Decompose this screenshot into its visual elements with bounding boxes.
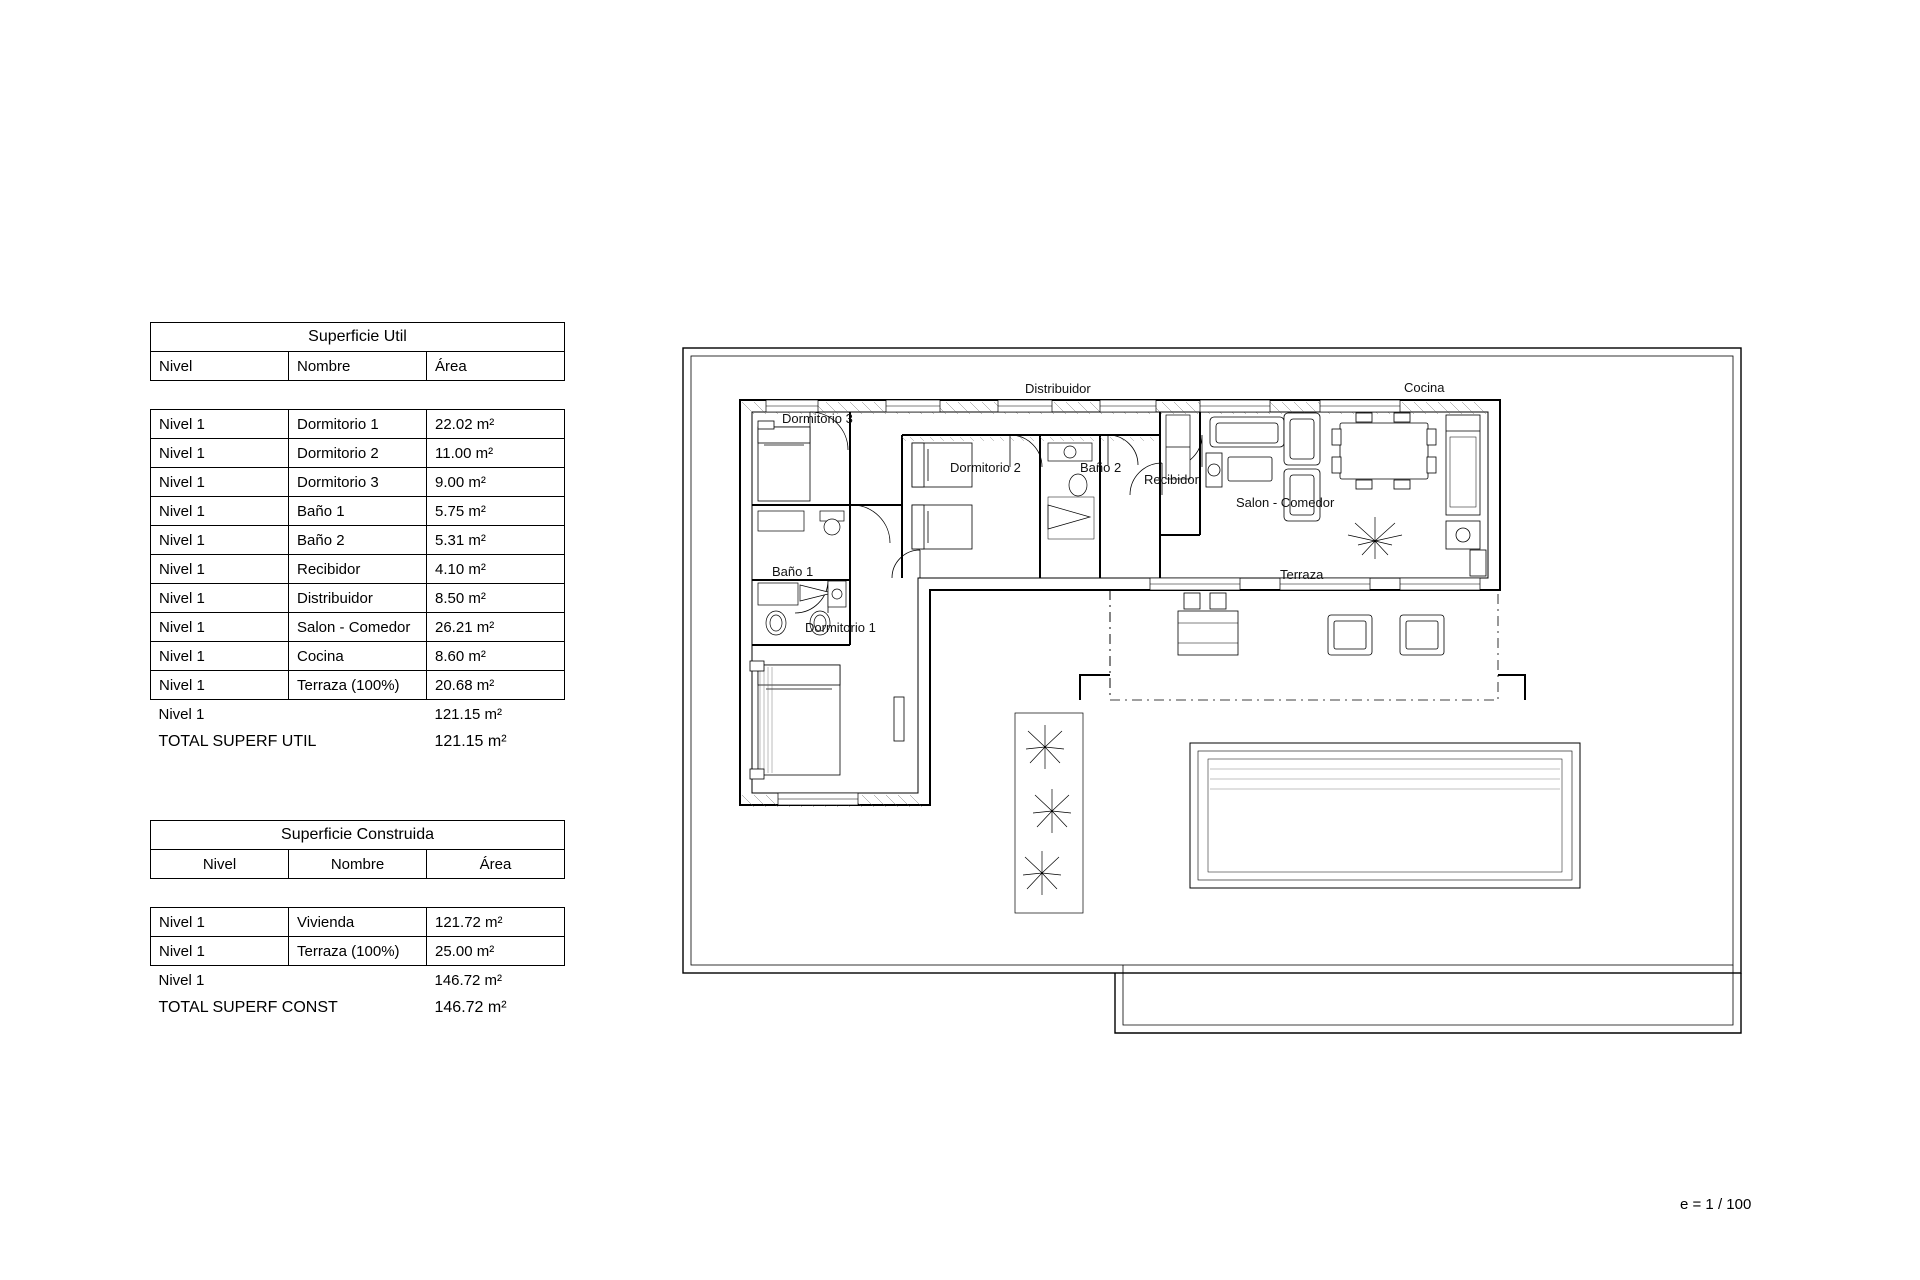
table-row <box>151 613 565 642</box>
util-table-title: Superficie Util <box>151 323 565 352</box>
table-row <box>151 584 565 613</box>
cell-nombre: Salon - Comedor <box>289 613 427 642</box>
const-total-row <box>151 994 565 1022</box>
cell-nivel: Nivel 1 <box>151 555 289 584</box>
cell-nombre: Distribuidor <box>289 584 427 613</box>
interior-walls <box>752 412 1200 645</box>
cell-nivel: Nivel 1 <box>151 642 289 671</box>
bed-dormitorio-1 <box>750 661 904 779</box>
floor-plan-svg <box>680 345 1745 1035</box>
superficie-util-table <box>150 322 565 756</box>
table-row <box>151 671 565 700</box>
const-table-grid <box>150 820 565 1022</box>
recibidor-furniture <box>1166 415 1190 479</box>
cell-area: 4.10 m² <box>427 555 565 584</box>
label-dormitorio-2: Dormitorio 2 <box>950 460 1021 475</box>
cocina-furniture <box>1446 415 1486 576</box>
cell-area: 5.31 m² <box>427 526 565 555</box>
beds-dormitorio-2 <box>912 443 972 549</box>
cell-nombre: Vivienda <box>289 908 427 937</box>
fixtures-bano-2 <box>1048 443 1094 539</box>
util-total-label: TOTAL SUPERF UTIL <box>158 733 317 750</box>
table-row <box>151 908 565 937</box>
table-row <box>151 410 565 439</box>
const-header-nivel: Nivel <box>151 850 289 879</box>
cell-nombre: Dormitorio 3 <box>289 468 427 497</box>
cell-area: 20.68 m² <box>427 671 565 700</box>
floor-plan-drawing <box>680 345 1745 1035</box>
cell-nivel: Nivel 1 <box>151 497 289 526</box>
superficie-construida-table <box>150 820 565 1022</box>
const-subtotal-row <box>151 966 565 995</box>
util-header-area: Área <box>427 352 565 381</box>
const-subtotal-nombre <box>289 966 427 995</box>
label-cocina: Cocina <box>1404 380 1445 395</box>
table-row <box>151 555 565 584</box>
const-table-title-row <box>151 821 565 850</box>
util-table-title-row <box>151 323 565 352</box>
plot-boundary-extension <box>1115 973 1741 1033</box>
const-header-nombre: Nombre <box>289 850 427 879</box>
bed-dormitorio-3 <box>758 421 810 501</box>
cell-nombre: Baño 1 <box>289 497 427 526</box>
cell-nivel: Nivel 1 <box>151 584 289 613</box>
fixtures-bath-upper <box>758 511 844 535</box>
util-subtotal-area: 121.15 m² <box>427 700 565 729</box>
const-table-spacer <box>151 879 565 908</box>
table-row <box>151 642 565 671</box>
cell-nombre: Baño 2 <box>289 526 427 555</box>
cell-nombre: Terraza (100%) <box>289 937 427 966</box>
util-total-area: 121.15 m² <box>434 733 507 750</box>
cell-nivel: Nivel 1 <box>151 468 289 497</box>
cell-nombre: Cocina <box>289 642 427 671</box>
swimming-pool <box>1190 743 1580 888</box>
doors <box>795 412 1202 613</box>
util-table-spacer <box>151 381 565 410</box>
util-subtotal-row <box>151 700 565 729</box>
cell-nivel: Nivel 1 <box>151 937 289 966</box>
util-table-grid <box>150 322 565 756</box>
cell-nombre: Dormitorio 1 <box>289 410 427 439</box>
cell-area: 22.02 m² <box>427 410 565 439</box>
cell-area: 26.21 m² <box>427 613 565 642</box>
cell-nivel: Nivel 1 <box>151 671 289 700</box>
label-dormitorio-3: Dormitorio 3 <box>782 411 853 426</box>
cell-nombre: Terraza (100%) <box>289 671 427 700</box>
table-row <box>151 468 565 497</box>
util-subtotal-nivel: Nivel 1 <box>151 700 289 729</box>
cell-area: 5.75 m² <box>427 497 565 526</box>
cell-area: 25.00 m² <box>427 937 565 966</box>
plot-boundary-extension-inner <box>1123 965 1733 1025</box>
label-salon-comedor: Salon - Comedor <box>1236 495 1335 510</box>
util-header-nombre: Nombre <box>289 352 427 381</box>
const-subtotal-nivel: Nivel 1 <box>151 966 289 995</box>
cell-nivel: Nivel 1 <box>151 410 289 439</box>
const-subtotal-area: 146.72 m² <box>427 966 565 995</box>
cell-area: 8.60 m² <box>427 642 565 671</box>
scale-note: e = 1 / 100 <box>1680 1196 1752 1213</box>
cell-area: 8.50 m² <box>427 584 565 613</box>
table-row <box>151 497 565 526</box>
label-bano-1: Baño 1 <box>772 564 814 579</box>
cell-area: 9.00 m² <box>427 468 565 497</box>
plant-icon <box>1348 517 1402 559</box>
cell-nombre: Recibidor <box>289 555 427 584</box>
util-header-nivel: Nivel <box>151 352 289 381</box>
util-table-header-row <box>151 352 565 381</box>
const-total-area: 146.72 m² <box>434 999 507 1016</box>
label-recibidor: Recibidor <box>1144 472 1199 487</box>
garden-bed <box>1015 713 1083 913</box>
label-terraza: Terraza <box>1280 567 1324 582</box>
cell-nombre: Dormitorio 2 <box>289 439 427 468</box>
cell-nivel: Nivel 1 <box>151 439 289 468</box>
const-header-area: Área <box>427 850 565 879</box>
const-table-header-row <box>151 850 565 879</box>
cell-nivel: Nivel 1 <box>151 908 289 937</box>
table-row <box>151 526 565 555</box>
table-row <box>151 439 565 468</box>
const-total-label: TOTAL SUPERF CONST <box>158 999 338 1016</box>
label-distribuidor: Distribuidor <box>1025 381 1091 396</box>
windows-top <box>766 400 1400 412</box>
util-subtotal-nombre <box>289 700 427 729</box>
cell-nivel: Nivel 1 <box>151 526 289 555</box>
label-bano-2: Baño 2 <box>1080 460 1122 475</box>
cell-nivel: Nivel 1 <box>151 613 289 642</box>
const-table-title: Superficie Construida <box>151 821 565 850</box>
label-dormitorio-1: Dormitorio 1 <box>805 620 876 635</box>
table-row <box>151 937 565 966</box>
cell-area: 121.72 m² <box>427 908 565 937</box>
cell-area: 11.00 m² <box>427 439 565 468</box>
util-total-row <box>151 728 565 756</box>
